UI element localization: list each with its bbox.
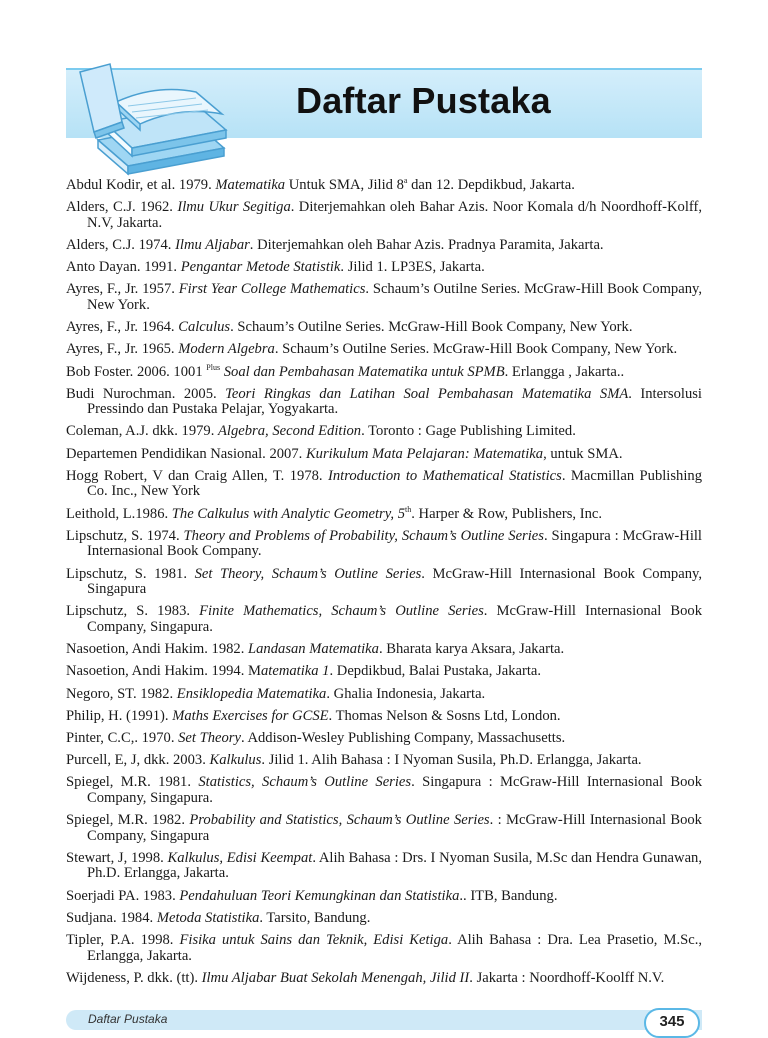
reference-entry [66,529,702,560]
reference-text: Coleman, A.J. dkk. 1979. [66,423,219,440]
reference-title: Set Theory [178,729,241,746]
reference-text: . Alih Bahasa : Dra. Lea Prasetio, M.Sc., Erlangga, Jakarta. [87,932,702,964]
reference-title: The Calkulus with Analytic Geometry, 5 [171,505,406,522]
reference-superscript: Plus [206,362,221,372]
reference-text: Hogg Robert, V dan Craig Allen, T. 1978. [66,467,329,484]
page-number: 345 [644,1008,700,1038]
reference-text: Ayres, F., Jr. 1965. [66,341,179,358]
reference-text: Negoro, ST. 1982. [66,685,177,702]
reference-text: Wijdeness, P. dkk. (tt). [66,969,202,986]
reference-list [66,178,702,993]
reference-title: Calculus [178,319,231,336]
reference-title: Kalkulus [209,752,262,769]
reference-entry [66,387,702,418]
reference-text: . Harper & Row, Publishers, Inc. [411,505,603,522]
reference-title: Metoda Statistika [156,909,260,926]
reference-text: . McGraw-Hill Internasional Book Company, Singapura. [87,603,703,635]
reference-entry [66,664,702,680]
reference-text: . Intersolusi Pressindo dan Pustaka Pelajar, Yogyakarta. [87,385,702,418]
reference-title: Fisika untuk Sains dan Teknik, Edisi Ketiga [179,932,449,948]
reference-text: Nasoetion, Andi Hakim. 1982. [66,641,249,658]
reference-text: Bob Foster. 2006. 1001 [66,363,207,380]
reference-text: . Tarsito, Bandung. [259,909,371,926]
reference-text: Stewart, J, 1998. [66,849,168,866]
reference-text: . Addison-Wesley Publishing Company, Massachusetts. [240,729,566,746]
reference-title: Kalkulus, Edisi Keempat [167,849,313,866]
reference-text: . McGraw-Hill Internasional Book Company, Singapura [87,565,702,598]
reference-title: Landasan Matematika [248,641,379,658]
reference-text: . Jilid 1. LP3ES, Jakarta. [340,259,485,276]
reference-title: Ilmu Aljabar [175,236,250,253]
reference-text: Budi Nurochman. 2005. [66,385,226,402]
reference-text: Purcell, E, J, dkk. 2003. [66,752,210,769]
reference-entry [66,424,702,440]
reference-entry [66,687,702,703]
footer-label: Daftar Pustaka [88,1012,168,1026]
reference-text: Departemen Pendidikan Nasional. 2007. [66,445,306,462]
reference-text: . : McGraw-Hill Internasional Book Company, Singapura [87,812,702,844]
reference-text: . Schaum’s Outilne Series. McGraw-Hill Book Company, New York. [230,319,633,336]
reference-entry [66,604,702,635]
reference-entry [66,178,702,194]
reference-text: Untuk SMA, Jilid 8 [285,177,404,193]
reference-title: Pengantar Metode Statistik [180,259,341,276]
reference-text: . Diterjemahkan oleh Bahar Azis. Pradnya Paramita, Jakarta. [249,236,604,253]
reference-title: Maths Exercises for GCSE [172,707,329,724]
reference-entry [66,731,702,747]
reference-entry [66,362,702,381]
reference-text: dan 12. Depdikbud, Jakarta. [407,177,575,193]
reference-entry [66,320,702,336]
reference-title: Ensiklopedia Matematika [176,685,327,702]
reference-title: Theory and Problems of Probability, Schaum’s Outline Series [183,527,544,544]
reference-text: . Erlangga , Jakarta.. [504,363,625,380]
reference-entry [66,447,702,463]
reference-entry [66,200,702,231]
reference-title: Probability and Statistics, Schaum’s Outline Series [189,812,490,829]
reference-text: Soerjadi PA. 1983. [66,887,180,904]
reference-entry [66,567,702,598]
reference-entry [66,282,702,313]
reference-title: Introduction to Mathematical Statistics [328,467,562,484]
reference-text: Philip, H. (1991). [66,707,173,724]
reference-title: Soal dan Pembahasan Matematika untuk SPMB [223,363,505,380]
reference-title: Finite Mathematics, Schaum’s Outline Series [199,603,484,620]
reference-text: , untuk SMA. [543,445,623,462]
reference-text: . Alih Bahasa : Drs. I Nyoman Susila, M.Sc dan Hendra Gunawan, Ph.D. Erlangga, Jakarta. [87,849,702,882]
reference-text: Alders, C.J. 1974. [66,236,176,253]
reference-text: . Jakarta : Noordhoff-Koolff N.V. [469,969,665,986]
reference-title: Set Theory, Schaum’s Outline Series [194,565,422,582]
reference-text: . Macmillan Publishing Co. Inc., New York [87,467,702,500]
reference-entry [66,709,702,725]
reference-title: Statistics, Schaum’s Outline Series [198,774,412,791]
reference-title: Pendahuluan Teori Kemungkinan dan Statistika [179,887,460,904]
reference-text: . Schaum’s Outilne Series. McGraw-Hill Book Company, New York. [87,281,703,313]
reference-entry [66,911,702,927]
reference-entry [66,753,702,769]
reference-entry [66,851,702,882]
reference-text: .. ITB, Bandung. [459,887,558,904]
reference-text: Ayres, F., Jr. 1964. [66,319,179,336]
reference-superscript: a [403,176,408,186]
reference-text: Pinter, C.C,. 1970. [66,729,179,746]
reference-text: Spiegel, M.R. 1982. [66,812,190,829]
reference-text: Tipler, P.A. 1998. [66,932,180,948]
reference-text: . Singapura : McGraw-Hill Internasional Book Company, Singapura. [87,774,702,806]
chapter-header [66,68,702,138]
reference-entry [66,238,702,254]
reference-text: Lipschutz, S. 1981. [66,565,195,582]
books-illustration-icon [76,62,276,182]
reference-title: Kurikulum Mata Pelajaran: Matematika [305,445,544,462]
reference-text: . Jilid 1. Alih Bahasa : I Nyoman Susila, Ph.D. Erlangga, Jakarta. [261,752,642,769]
reference-text: . Schaum’s Outilne Series. McGraw-Hill Book Company, New York. [274,341,678,358]
reference-text: Anto Dayan. 1991. [66,259,181,276]
reference-text: . Singapura : McGraw-Hill Internasional Book Company. [87,527,702,560]
reference-text: Ayres, F., Jr. 1957. [66,281,179,298]
reference-entry [66,813,702,844]
reference-text: Nasoetion, Andi Hakim. 1994. M [66,663,261,680]
reference-text: . Ghalia Indonesia, Jakarta. [326,685,486,702]
reference-text: . Diterjemahkan oleh Bahar Azis. Noor Komala d/h Noordhoff-Kolff, N.V, Jakarta. [87,199,702,231]
reference-text: Alders, C.J. 1962. [66,199,178,216]
reference-entry [66,504,702,523]
reference-text: Lipschutz, S. 1983. [66,603,200,620]
reference-text: Sudjana. 1984. [66,909,157,926]
reference-entry [66,775,702,806]
reference-text: Abdul Kodir, et al. 1979. [66,177,216,193]
reference-superscript: th [405,504,412,514]
reference-entry [66,469,702,500]
reference-title: Modern Algebra [178,341,275,358]
reference-text: Spiegel, M.R. 1981. [66,774,199,791]
reference-title: Matematika [215,177,286,193]
reference-text: Leithold, L.1986. [66,505,172,522]
reference-entry [66,933,702,964]
reference-text: . Toronto : Gage Publishing Limited. [361,423,576,440]
reference-text: . Thomas Nelson & Sosns Ltd, London. [328,707,561,724]
reference-title: atematika 1 [260,663,330,680]
reference-entry [66,971,702,987]
reference-title: Algebra, Second Edition [218,423,362,440]
reference-entry [66,342,702,358]
reference-title: Ilmu Aljabar Buat Sekolah Menengah, Jilid II [201,969,470,986]
reference-entry [66,642,702,658]
reference-text: . Depdikbud, Balai Pustaka, Jakarta. [329,663,542,680]
reference-title: Teori Ringkas dan Latihan Soal Pembahasan Matematika SMA [225,385,629,402]
page-title: Daftar Pustaka [296,80,551,121]
reference-title: Ilmu Ukur Segitiga [177,199,291,216]
reference-entry [66,260,702,276]
reference-entry [66,889,702,905]
reference-title: First Year College Mathematics [178,281,366,298]
reference-text: Lipschutz, S. 1974. [66,527,184,544]
reference-text: . Bharata karya Aksara, Jakarta. [378,641,565,658]
